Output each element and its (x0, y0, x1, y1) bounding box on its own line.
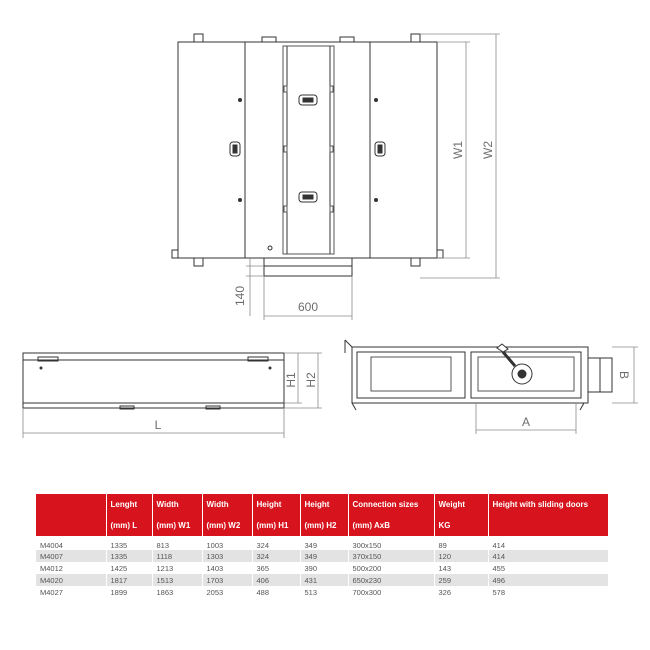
table-cell: 455 (488, 562, 608, 574)
table-cell: 1863 (152, 586, 202, 598)
header-cell (36, 515, 106, 536)
table-cell: 2053 (202, 586, 252, 598)
table-cell: 1513 (152, 574, 202, 586)
table-row (36, 550, 608, 562)
w2-label: W2 (481, 141, 495, 159)
table-cell: 259 (434, 574, 488, 586)
header-cell: Height (252, 494, 300, 515)
model-cell: M4012 (36, 562, 106, 574)
top-view-handles (230, 95, 385, 202)
table-cell: 300x150 (348, 536, 434, 550)
header-cell: (mm) AxB (348, 515, 434, 536)
header-cell: Height (300, 494, 348, 515)
table-cell: 1003 (202, 536, 252, 550)
model-cell: M4027 (36, 586, 106, 598)
top-view-dimensions (246, 34, 500, 320)
table-row (36, 536, 608, 550)
table-header-row-1 (36, 494, 608, 515)
table-cell: 700x300 (348, 586, 434, 598)
w1-label: W1 (451, 141, 465, 159)
top-view (172, 34, 443, 276)
table-cell: 324 (252, 550, 300, 562)
specification-table (36, 494, 609, 598)
table-cell: 431 (300, 574, 348, 586)
model-cell: M4007 (36, 550, 106, 562)
side-view-dots (40, 367, 272, 370)
dim-140-label: 140 (233, 285, 247, 307)
table-cell: 1335 (106, 536, 152, 550)
b-label: B (617, 370, 631, 380)
table-cell: 500x200 (348, 562, 434, 574)
header-cell (36, 494, 106, 515)
table-cell: 1425 (106, 562, 152, 574)
a-label: A (521, 415, 531, 429)
table-cell: 406 (252, 574, 300, 586)
table-cell: 578 (488, 586, 608, 598)
table-cell: 365 (252, 562, 300, 574)
table-cell: 370x150 (348, 550, 434, 562)
table-cell: 488 (252, 586, 300, 598)
dim-600-label: 600 (297, 300, 319, 314)
table-cell: 1303 (202, 550, 252, 562)
header-cell: (mm) L (106, 515, 152, 536)
table-cell: 1118 (152, 550, 202, 562)
h2-label: H2 (304, 372, 318, 388)
header-cell: Height with sliding doors (488, 494, 608, 515)
table-cell: 349 (300, 550, 348, 562)
table-cell: 1703 (202, 574, 252, 586)
table-cell: 414 (488, 536, 608, 550)
table-cell: 324 (252, 536, 300, 550)
table-row (36, 586, 608, 598)
header-cell: Connection sizes (348, 494, 434, 515)
table-cell: 496 (488, 574, 608, 586)
table-cell: 414 (488, 550, 608, 562)
header-cell: (mm) W1 (152, 515, 202, 536)
table-cell: 1403 (202, 562, 252, 574)
table-cell: 1213 (152, 562, 202, 574)
table-cell: 390 (300, 562, 348, 574)
table-row (36, 574, 608, 586)
table-cell: 89 (434, 536, 488, 550)
table-cell: 120 (434, 550, 488, 562)
header-cell: (mm) H2 (300, 515, 348, 536)
table-cell: 326 (434, 586, 488, 598)
side-view-dimensions (23, 353, 322, 438)
header-cell: Width (152, 494, 202, 515)
fan-symbol (497, 344, 532, 384)
front-view (345, 340, 612, 410)
model-cell: M4004 (36, 536, 106, 550)
header-cell (488, 515, 608, 536)
table-cell: 1335 (106, 550, 152, 562)
l-label: L (154, 418, 162, 432)
table-cell: 513 (300, 586, 348, 598)
header-cell: KG (434, 515, 488, 536)
table-cell: 349 (300, 536, 348, 550)
model-cell: M4020 (36, 574, 106, 586)
header-cell: (mm) W2 (202, 515, 252, 536)
top-view-bolts (238, 98, 378, 250)
table-cell: 650x230 (348, 574, 434, 586)
header-cell: Weight (434, 494, 488, 515)
table-row (36, 562, 608, 574)
header-cell: Lenght (106, 494, 152, 515)
h1-label: H1 (284, 372, 298, 388)
side-view (23, 353, 284, 409)
header-cell: Width (202, 494, 252, 515)
header-cell: (mm) H1 (252, 515, 300, 536)
table-cell: 1899 (106, 586, 152, 598)
table-cell: 813 (152, 536, 202, 550)
table-cell: 1817 (106, 574, 152, 586)
table-header-row-2 (36, 515, 608, 536)
table-cell: 143 (434, 562, 488, 574)
